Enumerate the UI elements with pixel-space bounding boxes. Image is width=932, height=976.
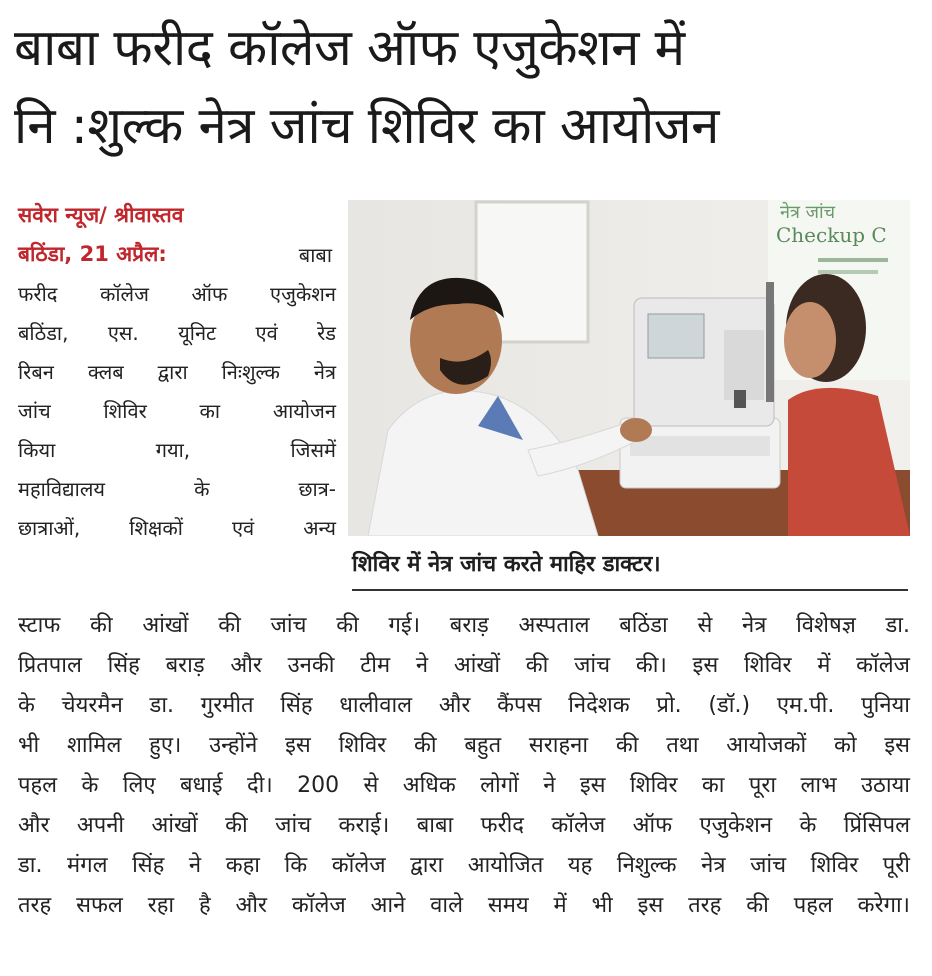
- photo-banner-text: नेत्र जांच: [780, 202, 836, 223]
- column-line: महाविद्यालय के छात्र-: [18, 477, 336, 501]
- body-line: डा. मंगल सिंह ने कहा कि कॉलेज द्वारा आयोजित यह निशुल्क नेत्र जांच शिविर पूरी: [18, 853, 910, 878]
- column-line: बाबा: [298, 243, 332, 267]
- eye-checkup-photo-illustration: [348, 200, 910, 536]
- dateline-place-date: बठिंडा, 21 अप्रैल:: [18, 242, 167, 266]
- column-line: किया गया, जिसमें: [18, 438, 336, 462]
- photo-caption: शिविर में नेत्र जांच करते माहिर डाक्टर।: [352, 541, 908, 591]
- headline: [14, 10, 924, 166]
- article-body-text: [18, 606, 910, 926]
- body-line: स्टाफ की आंखों की जांच की गई। बराड़ अस्पताल बठिंडा से नेत्र विशेषज्ञ डा.: [18, 613, 910, 638]
- body-line: भी शामिल हुए। उन्होंने इस शिविर की बहुत सराहना की तथा आयोजकों को इस: [18, 733, 910, 758]
- news-photo: [348, 200, 910, 536]
- headline-line-1: बाबा फरीद कॉलेज ऑफ एजुकेशन में: [14, 19, 685, 78]
- dateline-source: सवेरा न्यूज/ श्रीवास्तव: [18, 203, 184, 227]
- article-column-text: [18, 236, 336, 548]
- photo-banner-text: Checkup C: [776, 223, 887, 247]
- headline-line-2: नि :शुल्क नेत्र जांच शिविर का आयोजन: [14, 97, 719, 156]
- body-line: के चेयरमैन डा. गुरमीत सिंह धालीवाल और कैंपस निदेशक प्रो. (डॉ.) एम.पी. पुनिया: [18, 693, 910, 718]
- body-line: प्रितपाल सिंह बराड़ और उनकी टीम ने आंखों की जांच की। इस शिविर में कॉलेज: [18, 653, 910, 678]
- column-line: छात्राओं, शिक्षकों एवं अन्य: [18, 516, 336, 540]
- body-line: तरह सफल रहा है और कॉलेज आने वाले समय में भी इस तरह की पहल करेगा।: [18, 893, 910, 918]
- body-line: और अपनी आंखों की जांच कराई। बाबा फरीद कॉलेज ऑफ एजुकेशन के प्रिंसिपल: [18, 813, 910, 838]
- column-line: रिबन क्लब द्वारा निःशुल्क नेत्र: [18, 360, 336, 384]
- body-line: पहल के लिए बधाई दी। 200 से अधिक लोगों ने इस शिविर का पूरा लाभ उठाया: [18, 773, 910, 798]
- column-line: जांच शिविर का आयोजन: [18, 399, 336, 423]
- column-line: बठिंडा, एस. यूनिट एवं रेड: [18, 321, 336, 345]
- column-line: फरीद कॉलेज ऑफ एजुकेशन: [18, 282, 336, 306]
